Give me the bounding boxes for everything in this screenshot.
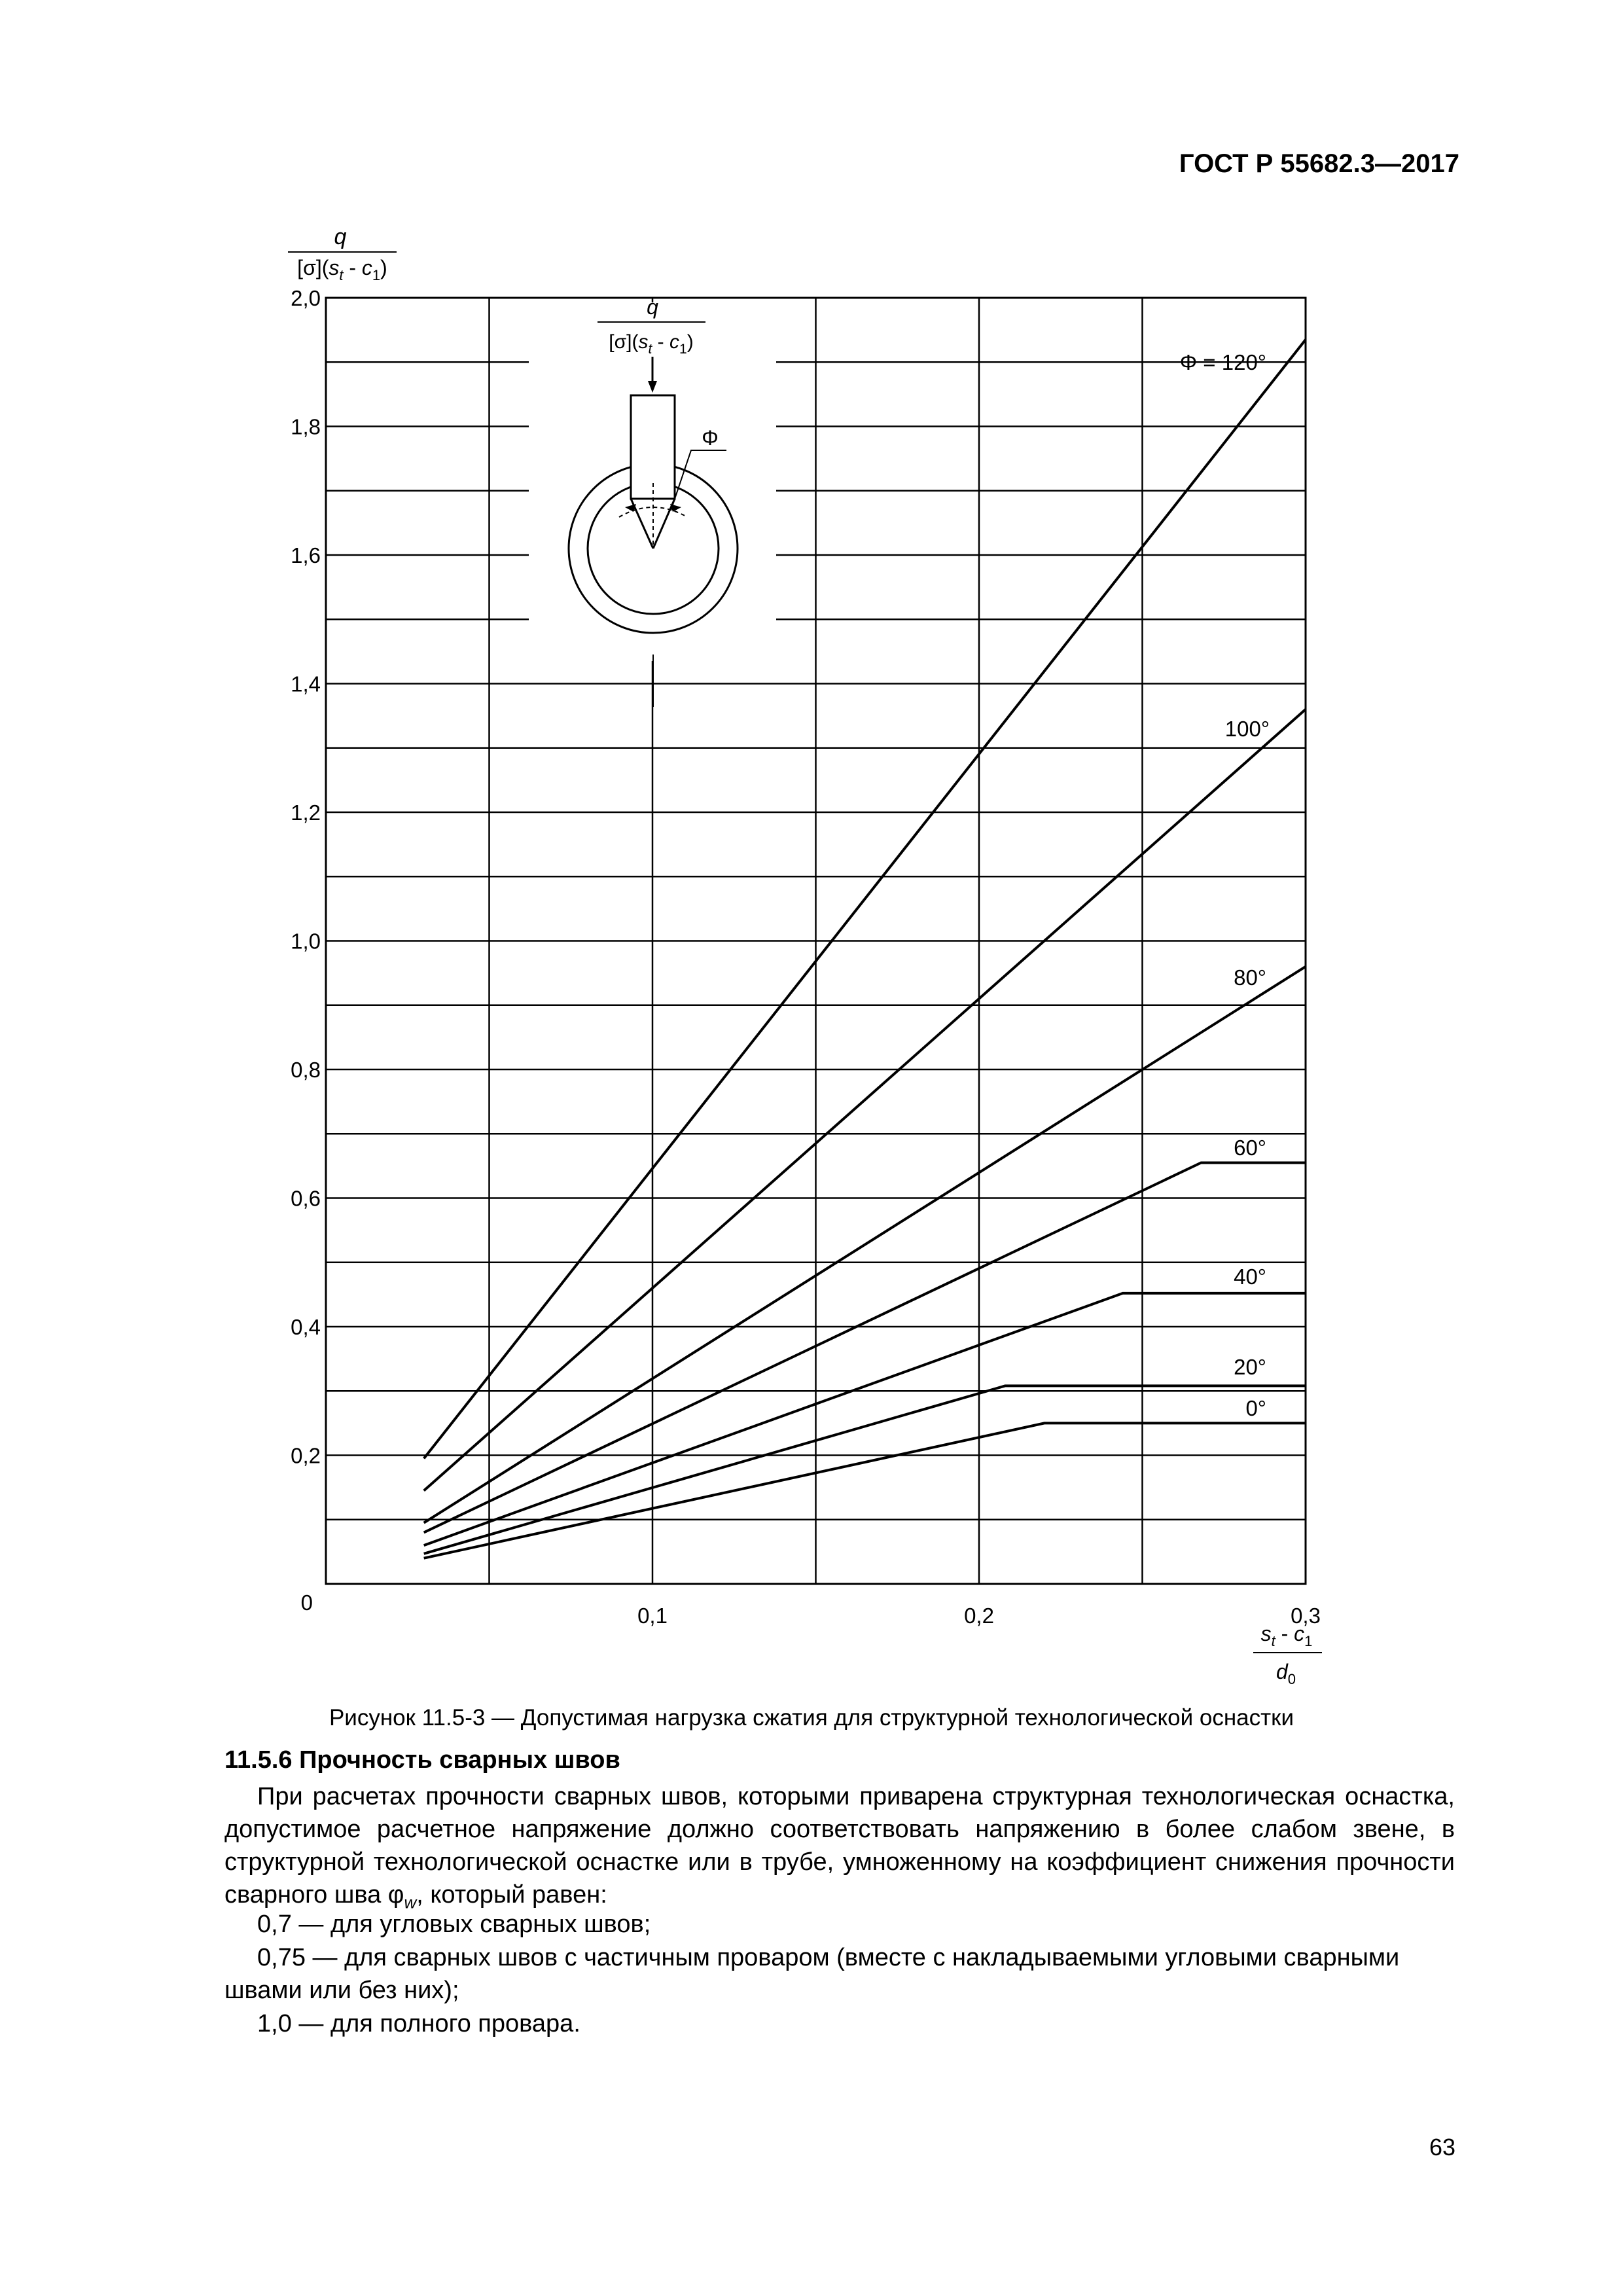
y-tick-label: 1,0 [291,929,321,954]
series-label-4: 40° [1234,1265,1266,1289]
series-label-2: 80° [1234,965,1266,990]
y-tick-label: 0,6 [291,1186,321,1211]
y-tick-label: 0,8 [291,1058,321,1082]
x-axis-label [1253,1622,1322,1687]
y-tick-label: 2,0 [291,286,321,310]
y-axis-label [288,224,397,283]
y-axis-label-numerator: q [334,224,347,249]
series-line-4 [424,1293,1306,1545]
list-item-2: 0,75 — для сварных швов с частичным проваром (вместе с накладываемыми угловыми сварными швами или без них); [224,1944,1400,2004]
y-tick-label: 0 [300,1590,313,1615]
series-line-2 [424,967,1306,1523]
y-tick-label: 1,4 [291,672,321,696]
x-axis-label-numerator: $s_t - c_1$ [1260,1622,1313,1649]
series-label-0: Φ = 120° [1179,350,1266,374]
list-item-3: 1,0 — для полного провара. [257,2010,580,2037]
section-paragraph [224,1780,1455,1919]
series-label-3: 60° [1234,1136,1266,1160]
y-tick-label: 1,2 [291,800,321,825]
series-line-3 [424,1163,1306,1533]
series-label-5: 20° [1234,1355,1266,1379]
chart-series-labels [1180,350,1270,1420]
chart-grid [326,298,1306,1584]
x-tick-label: 0,1 [637,1604,668,1628]
section-paragraph-text: При расчетах прочности сварных швов, которыми приварена структурная технологическая оснастка, допустимое расчетное напряжение должно соответствовать напряжению в более слабом звене, в структурной технологической оснастке или в трубе, умноженному на коэффициент снижения прочности сварного шва $\varphi_w$, который равен: [224,1783,1455,1912]
series-line-6 [424,1423,1306,1558]
inset-angle-label: Φ [702,426,719,450]
inset-load-denominator: $[\sigma](s_t - c_1)$ [609,331,694,357]
list-item-1: 0,7 — для угловых сварных швов; [257,1910,651,1938]
x-tick-label: 0,2 [964,1604,994,1628]
y-tick-label: 1,6 [291,543,321,567]
chart-tick-labels [291,286,1321,1628]
page-number: 63 [1429,2134,1455,2161]
x-axis-label-denominator: $d_0$ [1275,1660,1296,1687]
y-tick-label: 0,4 [291,1315,321,1339]
x-tick-label: 0,3 [1291,1604,1321,1628]
series-label-1: 100° [1224,717,1270,741]
standard-header: ГОСТ Р 55682.3—2017 [1179,149,1459,178]
y-tick-label: 0,2 [291,1443,321,1468]
section-title: 11.5.6 Прочность сварных швов [224,1746,620,1774]
series-line-1 [424,709,1306,1491]
y-tick-label: 1,8 [291,414,321,439]
inset-load-numerator: q [647,295,658,319]
y-axis-label-denominator: $[\sigma](s_t - c_1)$ [297,256,387,283]
figure-caption: Рисунок 11.5-3 — Допустимая нагрузка сжатия для структурной технологической оснастки [329,1705,1294,1731]
series-label-6: 0° [1245,1396,1266,1420]
